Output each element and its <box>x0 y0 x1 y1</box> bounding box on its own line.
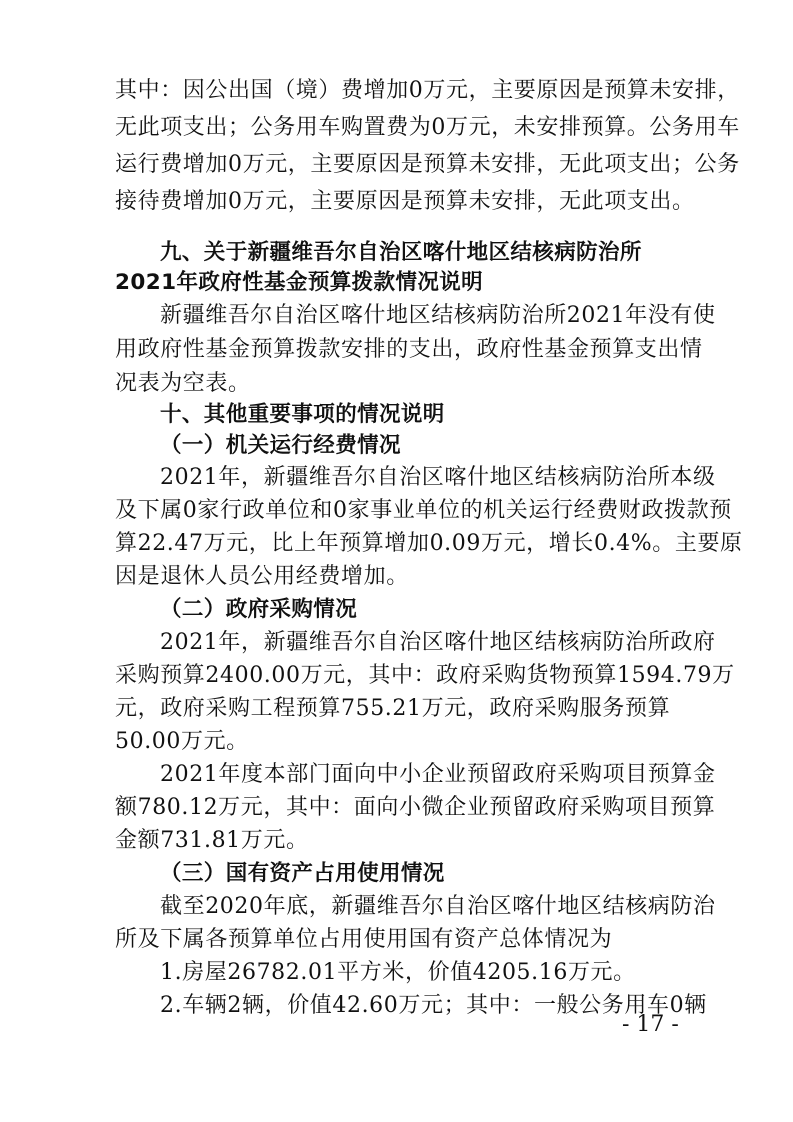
paragraph-line: 采购预算2400.00万元，其中：政府采购货物预算1594.79万 <box>115 663 735 688</box>
paragraph-line: 及下属0家行政单位和0家事业单位的机关运行经费财政拨款预 <box>115 498 732 523</box>
paragraph-line: 截至2020年底，新疆维吾尔自治区喀什地区结核病防治 <box>160 894 716 919</box>
paragraph-line: 新疆维吾尔自治区喀什地区结核病防治所2021年没有使 <box>160 303 716 328</box>
paragraph-line: 2.车辆2辆，价值42.60万元；其中：一般公务用车0辆 <box>160 993 707 1018</box>
paragraph-line: 接待费增加0万元，主要原因是预算未安排，无此项支出。 <box>115 189 695 214</box>
paragraph-line: 2021年，新疆维吾尔自治区喀什地区结核病防治所政府 <box>160 630 716 655</box>
paragraph-line: 2021年，新疆维吾尔自治区喀什地区结核病防治所本级 <box>160 465 716 490</box>
paragraph-line: 1.房屋26782.01平方米，价值4205.16万元。 <box>160 960 636 985</box>
paragraph-line: 运行费增加0万元，主要原因是预算未安排，无此项支出；公务 <box>115 152 740 177</box>
subsection-heading: （二）政府采购情况 <box>160 597 358 622</box>
paragraph-line: 无此项支出；公务用车购置费为0万元，未安排预算。公务用车 <box>115 115 740 140</box>
paragraph-line: 额780.12万元，其中：面向小微企业预留政府采购项目预算 <box>115 795 716 820</box>
paragraph-line: 50.00万元。 <box>115 729 249 754</box>
paragraph-line: 用政府性基金预算拨款安排的支出，政府性基金预算支出情 <box>115 337 703 362</box>
subsection-heading: （三）国有资产占用使用情况 <box>160 861 445 886</box>
paragraph-line: 其中：因公出国（境）费增加0万元，主要原因是预算未安排， <box>115 78 740 103</box>
paragraph-line: 元，政府采购工程预算755.21万元，政府采购服务预算 <box>115 696 671 721</box>
paragraph-line: 因是退休人员公用经费增加。 <box>115 564 409 589</box>
page-number: - 17 - <box>622 1012 679 1037</box>
section-heading: 十、其他重要事项的情况说明 <box>160 402 445 427</box>
paragraph-line: 所及下属各预算单位占用使用国有资产总体情况为 <box>115 927 613 952</box>
paragraph-line: 况表为空表。 <box>115 371 251 396</box>
paragraph-line: 算22.47万元，比上年预算增加0.09万元，增长0.4%。主要原 <box>115 531 743 556</box>
section-heading: 2021年政府性基金预算拨款情况说明 <box>115 270 484 295</box>
section-heading: 九、关于新疆维吾尔自治区喀什地区结核病防治所 <box>160 240 642 265</box>
paragraph-line: 2021年度本部门面向中小企业预留政府采购项目预算金 <box>160 762 716 787</box>
subsection-heading: （一）机关运行经费情况 <box>160 433 401 458</box>
paragraph-line: 金额731.81万元。 <box>115 828 309 853</box>
